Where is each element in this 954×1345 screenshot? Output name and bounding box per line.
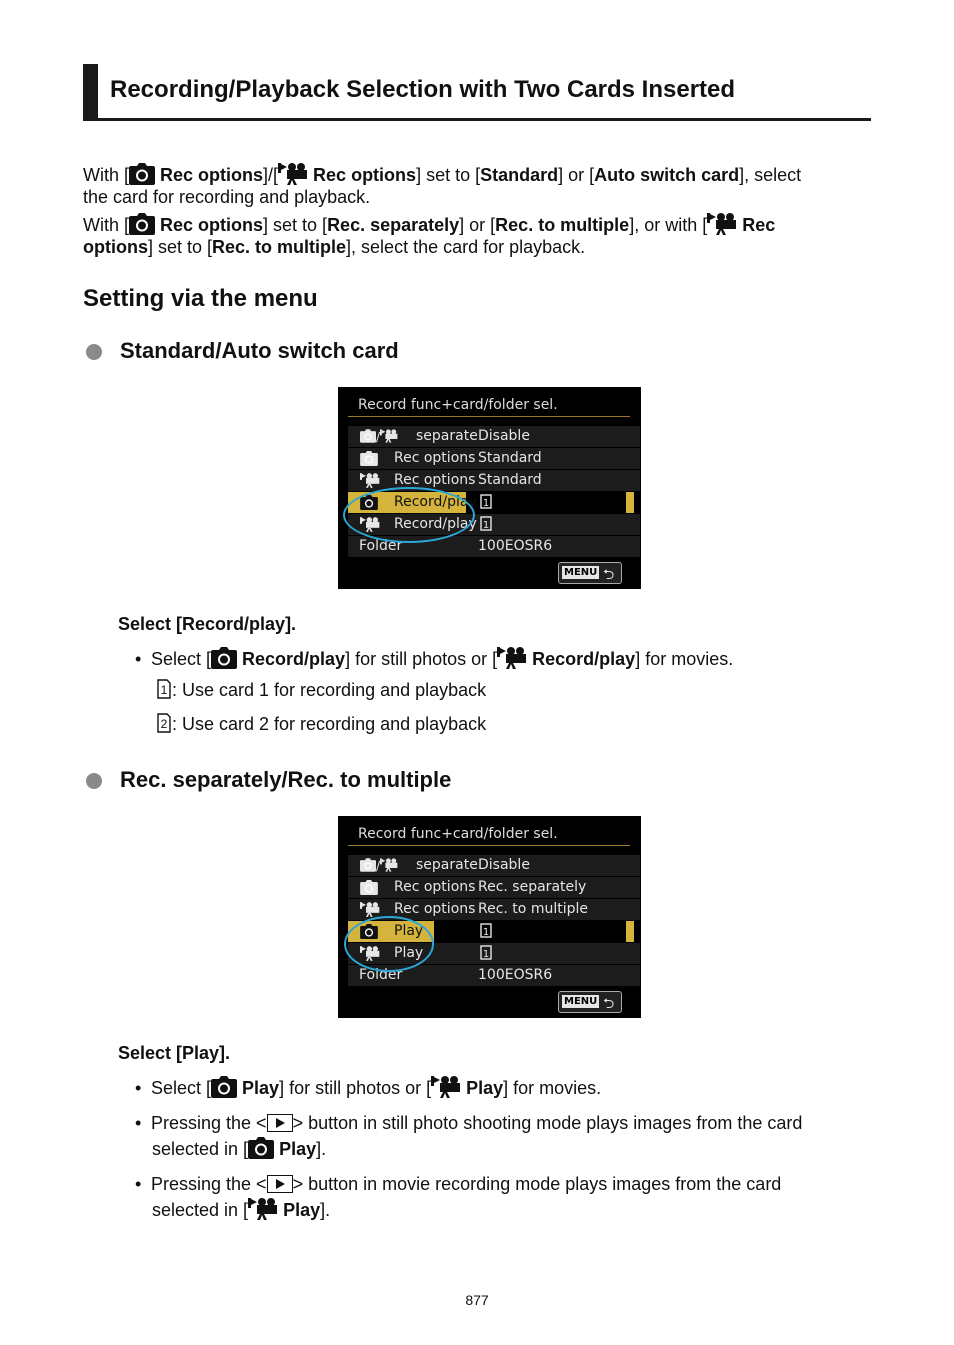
movie-camera-icon (380, 858, 398, 872)
bullet-item: • Pressing the < > button in movie recording mode plays images from the card (135, 1174, 782, 1194)
menu-row-rec-options-photo: Rec options Standard (348, 448, 640, 469)
card-1-icon (480, 923, 492, 942)
svg-text:1: 1 (482, 520, 490, 531)
camera-icon (129, 163, 155, 185)
menu-row-folder: Folder 100EOSR6 (348, 536, 640, 557)
movie-camera-icon (360, 473, 380, 488)
screen-title: Record func+card/folder sel. (358, 826, 558, 842)
bullet-dot (86, 344, 102, 360)
bullet-item-continued: selected in [ Play]. (152, 1139, 327, 1159)
movie-camera-icon (380, 429, 398, 443)
intro-line-1: With [ Rec options]/[ Rec options] set to [Standard] or [Auto switch card], select (83, 165, 802, 185)
highlight-circle (343, 487, 475, 543)
bullet-item-continued: selected in [ Play]. (152, 1200, 331, 1220)
return-icon: ⮌ (603, 996, 615, 1012)
camera-icon (211, 1076, 237, 1098)
movie-camera-icon (360, 902, 380, 917)
menu-return-button: MENU ⮌ (558, 991, 622, 1013)
menu-row-separate: / separate Disable (348, 426, 640, 447)
card-2-icon (154, 713, 172, 733)
screen-divider (348, 845, 630, 846)
step-instruction-1: Select [Record/play]. (118, 614, 297, 634)
subsection-heading-1: Standard/Auto switch card (120, 338, 399, 363)
play-button-icon (267, 1175, 293, 1193)
card-2-description: 2 : Use card 2 for recording and playback (154, 712, 486, 736)
menu-row-rec-options-photo: Rec options Rec. separately (348, 877, 640, 898)
card-1-icon (154, 679, 172, 699)
menu-row-play-photo: Play 1 (348, 921, 640, 942)
menu-row-rec-options-movie: Rec options Standard (348, 470, 640, 491)
intro-line-4: options] set to [Rec. to multiple], select the card for playback. (83, 237, 586, 257)
camera-icon (360, 429, 376, 443)
menu-row-rec-options-movie: Rec options Rec. to multiple (348, 899, 640, 920)
svg-text:1: 1 (482, 498, 490, 509)
bullet-item: • Select [ Record/play] for still photos or [ Record/play] for movies. (135, 649, 734, 669)
camera-icon (211, 647, 237, 669)
subsection-heading-2: Rec. separately/Rec. to multiple (120, 767, 452, 792)
menu-row-record-play-movie: Record/play 1 (348, 514, 640, 535)
screen-title: Record func+card/folder sel. (358, 397, 558, 413)
camera-icon (248, 1137, 274, 1159)
section-title: Setting via the menu (83, 285, 318, 312)
card-1-description: 1 : Use card 1 for recording and playback (154, 678, 486, 702)
screen-divider (348, 416, 630, 417)
highlight-circle (344, 916, 434, 972)
bullet-dot (86, 773, 102, 789)
return-icon: ⮌ (603, 567, 615, 583)
camera-icon (129, 213, 155, 235)
intro-line-2: the card for recording and playback. (83, 187, 371, 207)
camera-menu-screen-1 (338, 387, 641, 589)
menu-row-play-movie: Play 1 (348, 943, 640, 964)
movie-camera-icon (707, 213, 737, 235)
menu-row-folder: Folder 100EOSR6 (348, 965, 640, 986)
movie-camera-icon (278, 163, 308, 185)
camera-icon (360, 880, 378, 895)
svg-text:1: 1 (482, 927, 490, 938)
menu-row-record-play-photo: Record/play 1 (348, 492, 640, 513)
page-title: Recording/Playback Selection with Two Cards Inserted (110, 76, 736, 103)
card-1-icon (480, 945, 492, 964)
menu-row-separate: / separate Disable (348, 855, 640, 876)
movie-camera-icon (497, 647, 527, 669)
menu-return-button: MENU ⮌ (558, 562, 622, 584)
camera-icon (360, 451, 378, 466)
bullet-item: • Select [ Play] for still photos or [ Play] for movies. (135, 1078, 602, 1098)
header-bar (83, 64, 98, 120)
svg-text:1: 1 (160, 683, 168, 697)
svg-text:1: 1 (482, 949, 490, 960)
card-1-icon (480, 494, 492, 513)
movie-camera-icon (248, 1198, 278, 1220)
card-1-icon (480, 516, 492, 535)
header-underline (83, 118, 871, 121)
svg-text:2: 2 (160, 717, 168, 731)
bullet-item: • Pressing the < > button in still photo shooting mode plays images from the card (135, 1113, 803, 1133)
movie-camera-icon (431, 1076, 461, 1098)
page-number: 877 (465, 1292, 489, 1308)
camera-menu-screen-2 (338, 816, 641, 1018)
step-instruction-2: Select [Play]. (118, 1043, 231, 1063)
camera-icon (360, 858, 376, 872)
intro-line-3: With [ Rec options] set to [Rec. separately] or [Rec. to multiple], or with [ Rec (83, 215, 776, 235)
play-button-icon (267, 1114, 293, 1132)
